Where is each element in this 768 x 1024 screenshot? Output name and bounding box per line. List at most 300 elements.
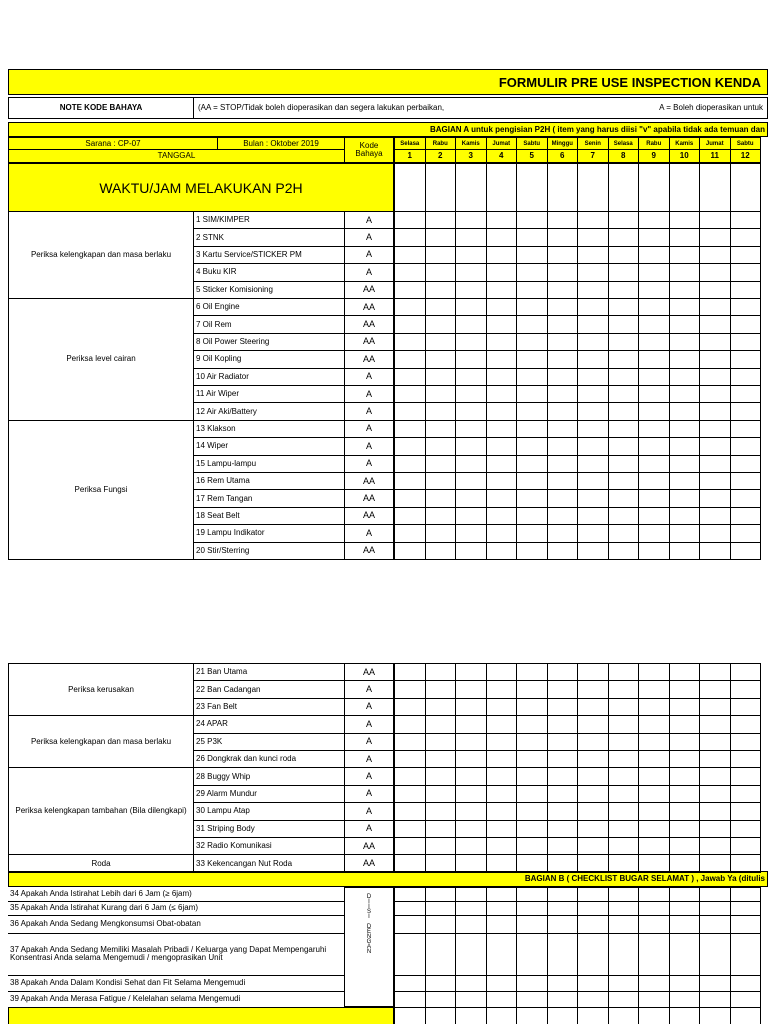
item-check-cell[interactable] xyxy=(394,402,426,420)
item-check-cell[interactable] xyxy=(516,663,548,681)
item-check-cell[interactable] xyxy=(394,489,426,507)
item-check-cell[interactable] xyxy=(608,820,640,838)
item-check-cell[interactable] xyxy=(455,281,487,299)
item-check-cell[interactable] xyxy=(486,350,518,368)
question-check-cell[interactable] xyxy=(638,975,670,992)
item-check-cell[interactable] xyxy=(425,281,457,299)
item-check-cell[interactable] xyxy=(455,698,487,716)
question-check-cell[interactable] xyxy=(425,975,457,992)
item-check-cell[interactable] xyxy=(669,489,701,507)
question-check-cell[interactable] xyxy=(608,975,640,992)
item-check-cell[interactable] xyxy=(730,385,762,403)
item-check-cell[interactable] xyxy=(455,750,487,768)
item-check-cell[interactable] xyxy=(394,837,426,855)
item-check-cell[interactable] xyxy=(425,507,457,525)
item-check-cell[interactable] xyxy=(638,507,670,525)
item-check-cell[interactable] xyxy=(638,489,670,507)
item-check-cell[interactable] xyxy=(516,524,548,542)
item-check-cell[interactable] xyxy=(608,854,640,872)
question-check-cell[interactable] xyxy=(699,915,731,934)
item-check-cell[interactable] xyxy=(425,698,457,716)
item-check-cell[interactable] xyxy=(455,854,487,872)
item-check-cell[interactable] xyxy=(516,472,548,490)
item-check-cell[interactable] xyxy=(699,733,731,751)
item-check-cell[interactable] xyxy=(638,211,670,229)
question-check-cell[interactable] xyxy=(730,901,762,916)
item-check-cell[interactable] xyxy=(577,333,609,351)
item-check-cell[interactable] xyxy=(730,733,762,751)
item-check-cell[interactable] xyxy=(669,420,701,438)
item-check-cell[interactable] xyxy=(486,698,518,716)
item-check-cell[interactable] xyxy=(394,420,426,438)
item-check-cell[interactable] xyxy=(425,211,457,229)
item-check-cell[interactable] xyxy=(486,385,518,403)
item-check-cell[interactable] xyxy=(486,750,518,768)
item-check-cell[interactable] xyxy=(699,820,731,838)
item-check-cell[interactable] xyxy=(730,750,762,768)
item-check-cell[interactable] xyxy=(669,837,701,855)
item-check-cell[interactable] xyxy=(516,837,548,855)
bottom-check-cell[interactable] xyxy=(608,1007,640,1024)
question-check-cell[interactable] xyxy=(425,901,457,916)
item-check-cell[interactable] xyxy=(577,785,609,803)
question-check-cell[interactable] xyxy=(516,933,548,976)
waktu-time-cell[interactable] xyxy=(608,163,640,212)
item-check-cell[interactable] xyxy=(547,350,579,368)
item-check-cell[interactable] xyxy=(577,542,609,560)
item-check-cell[interactable] xyxy=(394,854,426,872)
item-check-cell[interactable] xyxy=(486,507,518,525)
item-check-cell[interactable] xyxy=(608,733,640,751)
item-check-cell[interactable] xyxy=(486,820,518,838)
question-check-cell[interactable] xyxy=(486,887,518,902)
item-check-cell[interactable] xyxy=(638,315,670,333)
item-check-cell[interactable] xyxy=(638,820,670,838)
item-check-cell[interactable] xyxy=(669,524,701,542)
question-check-cell[interactable] xyxy=(638,901,670,916)
item-check-cell[interactable] xyxy=(699,298,731,316)
item-check-cell[interactable] xyxy=(455,733,487,751)
item-check-cell[interactable] xyxy=(730,507,762,525)
item-check-cell[interactable] xyxy=(730,524,762,542)
question-check-cell[interactable] xyxy=(730,991,762,1008)
question-check-cell[interactable] xyxy=(516,991,548,1008)
item-check-cell[interactable] xyxy=(577,211,609,229)
item-check-cell[interactable] xyxy=(394,524,426,542)
item-check-cell[interactable] xyxy=(577,507,609,525)
item-check-cell[interactable] xyxy=(577,228,609,246)
item-check-cell[interactable] xyxy=(638,750,670,768)
question-check-cell[interactable] xyxy=(455,991,487,1008)
question-check-cell[interactable] xyxy=(669,887,701,902)
item-check-cell[interactable] xyxy=(486,680,518,698)
item-check-cell[interactable] xyxy=(394,802,426,820)
item-check-cell[interactable] xyxy=(638,715,670,733)
item-check-cell[interactable] xyxy=(699,802,731,820)
item-check-cell[interactable] xyxy=(516,246,548,264)
item-check-cell[interactable] xyxy=(455,228,487,246)
item-check-cell[interactable] xyxy=(638,837,670,855)
item-check-cell[interactable] xyxy=(608,489,640,507)
item-check-cell[interactable] xyxy=(425,542,457,560)
item-check-cell[interactable] xyxy=(516,368,548,386)
item-check-cell[interactable] xyxy=(394,680,426,698)
item-check-cell[interactable] xyxy=(730,680,762,698)
item-check-cell[interactable] xyxy=(516,402,548,420)
item-check-cell[interactable] xyxy=(516,211,548,229)
item-check-cell[interactable] xyxy=(455,315,487,333)
item-check-cell[interactable] xyxy=(425,246,457,264)
item-check-cell[interactable] xyxy=(547,698,579,716)
item-check-cell[interactable] xyxy=(699,315,731,333)
item-check-cell[interactable] xyxy=(547,733,579,751)
question-check-cell[interactable] xyxy=(455,933,487,976)
item-check-cell[interactable] xyxy=(730,542,762,560)
item-check-cell[interactable] xyxy=(394,437,426,455)
item-check-cell[interactable] xyxy=(394,715,426,733)
item-check-cell[interactable] xyxy=(547,402,579,420)
item-check-cell[interactable] xyxy=(516,315,548,333)
item-check-cell[interactable] xyxy=(638,524,670,542)
item-check-cell[interactable] xyxy=(486,402,518,420)
item-check-cell[interactable] xyxy=(547,333,579,351)
item-check-cell[interactable] xyxy=(516,437,548,455)
waktu-time-cell[interactable] xyxy=(638,163,670,212)
item-check-cell[interactable] xyxy=(394,281,426,299)
item-check-cell[interactable] xyxy=(608,420,640,438)
item-check-cell[interactable] xyxy=(699,680,731,698)
question-check-cell[interactable] xyxy=(486,975,518,992)
item-check-cell[interactable] xyxy=(516,489,548,507)
item-check-cell[interactable] xyxy=(486,281,518,299)
item-check-cell[interactable] xyxy=(699,455,731,473)
item-check-cell[interactable] xyxy=(730,767,762,785)
item-check-cell[interactable] xyxy=(547,715,579,733)
item-check-cell[interactable] xyxy=(608,524,640,542)
item-check-cell[interactable] xyxy=(455,472,487,490)
item-check-cell[interactable] xyxy=(486,715,518,733)
item-check-cell[interactable] xyxy=(699,663,731,681)
item-check-cell[interactable] xyxy=(699,750,731,768)
item-check-cell[interactable] xyxy=(608,698,640,716)
item-check-cell[interactable] xyxy=(516,733,548,751)
question-check-cell[interactable] xyxy=(486,933,518,976)
item-check-cell[interactable] xyxy=(608,663,640,681)
question-check-cell[interactable] xyxy=(455,915,487,934)
item-check-cell[interactable] xyxy=(394,246,426,264)
item-check-cell[interactable] xyxy=(425,385,457,403)
item-check-cell[interactable] xyxy=(638,385,670,403)
item-check-cell[interactable] xyxy=(730,333,762,351)
item-check-cell[interactable] xyxy=(730,402,762,420)
question-check-cell[interactable] xyxy=(516,887,548,902)
item-check-cell[interactable] xyxy=(455,785,487,803)
item-check-cell[interactable] xyxy=(577,715,609,733)
item-check-cell[interactable] xyxy=(638,368,670,386)
item-check-cell[interactable] xyxy=(638,542,670,560)
item-check-cell[interactable] xyxy=(547,680,579,698)
question-check-cell[interactable] xyxy=(638,887,670,902)
item-check-cell[interactable] xyxy=(669,507,701,525)
item-check-cell[interactable] xyxy=(394,368,426,386)
item-check-cell[interactable] xyxy=(699,211,731,229)
item-check-cell[interactable] xyxy=(699,767,731,785)
item-check-cell[interactable] xyxy=(730,820,762,838)
question-check-cell[interactable] xyxy=(394,901,426,916)
item-check-cell[interactable] xyxy=(425,715,457,733)
item-check-cell[interactable] xyxy=(547,385,579,403)
question-check-cell[interactable] xyxy=(730,975,762,992)
item-check-cell[interactable] xyxy=(638,472,670,490)
item-check-cell[interactable] xyxy=(577,767,609,785)
item-check-cell[interactable] xyxy=(638,420,670,438)
item-check-cell[interactable] xyxy=(516,281,548,299)
item-check-cell[interactable] xyxy=(516,802,548,820)
item-check-cell[interactable] xyxy=(425,767,457,785)
item-check-cell[interactable] xyxy=(577,750,609,768)
item-check-cell[interactable] xyxy=(638,802,670,820)
item-check-cell[interactable] xyxy=(547,437,579,455)
item-check-cell[interactable] xyxy=(608,350,640,368)
item-check-cell[interactable] xyxy=(455,246,487,264)
item-check-cell[interactable] xyxy=(669,715,701,733)
item-check-cell[interactable] xyxy=(669,211,701,229)
item-check-cell[interactable] xyxy=(669,298,701,316)
item-check-cell[interactable] xyxy=(486,368,518,386)
item-check-cell[interactable] xyxy=(669,663,701,681)
item-check-cell[interactable] xyxy=(608,246,640,264)
item-check-cell[interactable] xyxy=(455,402,487,420)
bottom-check-cell[interactable] xyxy=(394,1007,426,1024)
bottom-check-cell[interactable] xyxy=(516,1007,548,1024)
item-check-cell[interactable] xyxy=(455,820,487,838)
question-check-cell[interactable] xyxy=(730,915,762,934)
item-check-cell[interactable] xyxy=(577,820,609,838)
item-check-cell[interactable] xyxy=(516,263,548,281)
item-check-cell[interactable] xyxy=(547,507,579,525)
item-check-cell[interactable] xyxy=(547,228,579,246)
question-check-cell[interactable] xyxy=(547,975,579,992)
question-check-cell[interactable] xyxy=(547,887,579,902)
item-check-cell[interactable] xyxy=(425,785,457,803)
question-check-cell[interactable] xyxy=(699,991,731,1008)
item-check-cell[interactable] xyxy=(455,837,487,855)
waktu-time-cell[interactable] xyxy=(577,163,609,212)
item-check-cell[interactable] xyxy=(516,680,548,698)
item-check-cell[interactable] xyxy=(425,420,457,438)
item-check-cell[interactable] xyxy=(669,281,701,299)
item-check-cell[interactable] xyxy=(425,455,457,473)
item-check-cell[interactable] xyxy=(425,315,457,333)
item-check-cell[interactable] xyxy=(638,263,670,281)
item-check-cell[interactable] xyxy=(608,437,640,455)
item-check-cell[interactable] xyxy=(516,350,548,368)
item-check-cell[interactable] xyxy=(547,246,579,264)
bottom-check-cell[interactable] xyxy=(547,1007,579,1024)
item-check-cell[interactable] xyxy=(486,489,518,507)
item-check-cell[interactable] xyxy=(547,802,579,820)
question-check-cell[interactable] xyxy=(638,933,670,976)
item-check-cell[interactable] xyxy=(455,663,487,681)
item-check-cell[interactable] xyxy=(547,767,579,785)
item-check-cell[interactable] xyxy=(638,854,670,872)
question-check-cell[interactable] xyxy=(669,991,701,1008)
item-check-cell[interactable] xyxy=(608,333,640,351)
question-check-cell[interactable] xyxy=(425,915,457,934)
item-check-cell[interactable] xyxy=(486,542,518,560)
item-check-cell[interactable] xyxy=(394,663,426,681)
item-check-cell[interactable] xyxy=(486,802,518,820)
item-check-cell[interactable] xyxy=(425,680,457,698)
item-check-cell[interactable] xyxy=(577,802,609,820)
question-check-cell[interactable] xyxy=(577,933,609,976)
item-check-cell[interactable] xyxy=(638,246,670,264)
item-check-cell[interactable] xyxy=(577,402,609,420)
item-check-cell[interactable] xyxy=(516,420,548,438)
item-check-cell[interactable] xyxy=(669,698,701,716)
waktu-time-cell[interactable] xyxy=(547,163,579,212)
question-check-cell[interactable] xyxy=(394,933,426,976)
question-check-cell[interactable] xyxy=(608,991,640,1008)
item-check-cell[interactable] xyxy=(455,211,487,229)
item-check-cell[interactable] xyxy=(516,333,548,351)
item-check-cell[interactable] xyxy=(669,368,701,386)
item-check-cell[interactable] xyxy=(486,246,518,264)
item-check-cell[interactable] xyxy=(577,837,609,855)
item-check-cell[interactable] xyxy=(577,663,609,681)
item-check-cell[interactable] xyxy=(699,524,731,542)
question-check-cell[interactable] xyxy=(425,887,457,902)
item-check-cell[interactable] xyxy=(577,385,609,403)
item-check-cell[interactable] xyxy=(699,228,731,246)
item-check-cell[interactable] xyxy=(608,837,640,855)
item-check-cell[interactable] xyxy=(730,698,762,716)
item-check-cell[interactable] xyxy=(730,281,762,299)
question-check-cell[interactable] xyxy=(425,991,457,1008)
waktu-time-cell[interactable] xyxy=(669,163,701,212)
question-check-cell[interactable] xyxy=(638,991,670,1008)
item-check-cell[interactable] xyxy=(425,298,457,316)
item-check-cell[interactable] xyxy=(730,472,762,490)
item-check-cell[interactable] xyxy=(547,750,579,768)
item-check-cell[interactable] xyxy=(486,472,518,490)
item-check-cell[interactable] xyxy=(547,854,579,872)
item-check-cell[interactable] xyxy=(669,802,701,820)
item-check-cell[interactable] xyxy=(394,542,426,560)
item-check-cell[interactable] xyxy=(577,854,609,872)
item-check-cell[interactable] xyxy=(638,437,670,455)
item-check-cell[interactable] xyxy=(394,263,426,281)
item-check-cell[interactable] xyxy=(394,211,426,229)
item-check-cell[interactable] xyxy=(394,385,426,403)
item-check-cell[interactable] xyxy=(699,333,731,351)
item-check-cell[interactable] xyxy=(638,698,670,716)
item-check-cell[interactable] xyxy=(699,715,731,733)
item-check-cell[interactable] xyxy=(699,489,731,507)
item-check-cell[interactable] xyxy=(486,263,518,281)
item-check-cell[interactable] xyxy=(730,368,762,386)
item-check-cell[interactable] xyxy=(455,489,487,507)
item-check-cell[interactable] xyxy=(638,333,670,351)
item-check-cell[interactable] xyxy=(516,785,548,803)
item-check-cell[interactable] xyxy=(516,228,548,246)
item-check-cell[interactable] xyxy=(608,507,640,525)
item-check-cell[interactable] xyxy=(547,420,579,438)
item-check-cell[interactable] xyxy=(608,680,640,698)
item-check-cell[interactable] xyxy=(455,455,487,473)
question-check-cell[interactable] xyxy=(547,901,579,916)
question-check-cell[interactable] xyxy=(608,933,640,976)
item-check-cell[interactable] xyxy=(699,785,731,803)
bottom-check-cell[interactable] xyxy=(669,1007,701,1024)
item-check-cell[interactable] xyxy=(486,524,518,542)
question-check-cell[interactable] xyxy=(699,901,731,916)
item-check-cell[interactable] xyxy=(425,802,457,820)
question-check-cell[interactable] xyxy=(577,991,609,1008)
question-check-cell[interactable] xyxy=(577,975,609,992)
item-check-cell[interactable] xyxy=(699,263,731,281)
question-check-cell[interactable] xyxy=(547,991,579,1008)
item-check-cell[interactable] xyxy=(455,298,487,316)
item-check-cell[interactable] xyxy=(394,315,426,333)
item-check-cell[interactable] xyxy=(669,767,701,785)
item-check-cell[interactable] xyxy=(394,767,426,785)
item-check-cell[interactable] xyxy=(608,228,640,246)
item-check-cell[interactable] xyxy=(455,333,487,351)
bottom-check-cell[interactable] xyxy=(425,1007,457,1024)
item-check-cell[interactable] xyxy=(608,402,640,420)
waktu-time-cell[interactable] xyxy=(394,163,426,212)
item-check-cell[interactable] xyxy=(394,333,426,351)
item-check-cell[interactable] xyxy=(516,698,548,716)
item-check-cell[interactable] xyxy=(730,420,762,438)
item-check-cell[interactable] xyxy=(394,820,426,838)
item-check-cell[interactable] xyxy=(577,437,609,455)
item-check-cell[interactable] xyxy=(608,802,640,820)
item-check-cell[interactable] xyxy=(669,350,701,368)
item-check-cell[interactable] xyxy=(608,211,640,229)
item-check-cell[interactable] xyxy=(486,211,518,229)
item-check-cell[interactable] xyxy=(608,385,640,403)
item-check-cell[interactable] xyxy=(486,228,518,246)
item-check-cell[interactable] xyxy=(486,437,518,455)
item-check-cell[interactable] xyxy=(394,228,426,246)
item-check-cell[interactable] xyxy=(425,350,457,368)
item-check-cell[interactable] xyxy=(455,715,487,733)
item-check-cell[interactable] xyxy=(608,767,640,785)
item-check-cell[interactable] xyxy=(516,750,548,768)
item-check-cell[interactable] xyxy=(699,402,731,420)
item-check-cell[interactable] xyxy=(547,281,579,299)
item-check-cell[interactable] xyxy=(669,437,701,455)
item-check-cell[interactable] xyxy=(730,455,762,473)
item-check-cell[interactable] xyxy=(669,246,701,264)
item-check-cell[interactable] xyxy=(638,663,670,681)
question-check-cell[interactable] xyxy=(486,991,518,1008)
question-check-cell[interactable] xyxy=(577,887,609,902)
item-check-cell[interactable] xyxy=(455,350,487,368)
item-check-cell[interactable] xyxy=(547,315,579,333)
item-check-cell[interactable] xyxy=(669,263,701,281)
item-check-cell[interactable] xyxy=(486,333,518,351)
item-check-cell[interactable] xyxy=(486,455,518,473)
item-check-cell[interactable] xyxy=(425,402,457,420)
item-check-cell[interactable] xyxy=(547,472,579,490)
item-check-cell[interactable] xyxy=(669,315,701,333)
item-check-cell[interactable] xyxy=(577,733,609,751)
item-check-cell[interactable] xyxy=(425,524,457,542)
item-check-cell[interactable] xyxy=(608,298,640,316)
